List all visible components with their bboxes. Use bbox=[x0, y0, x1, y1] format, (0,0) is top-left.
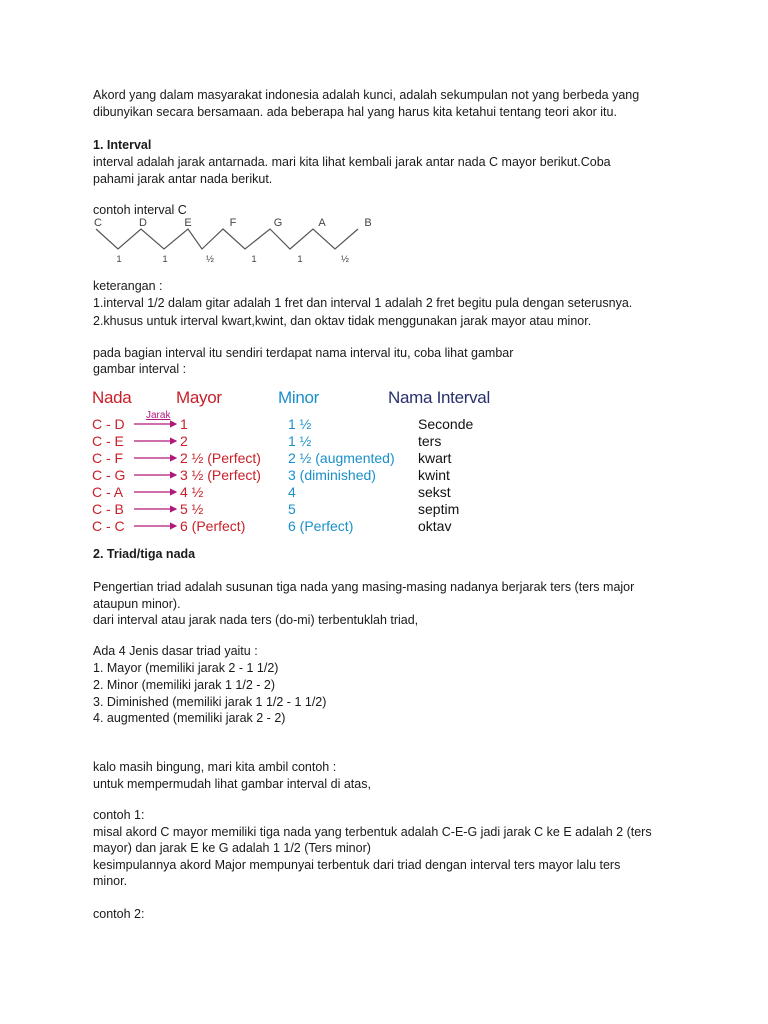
row-7-minor: 6 (Perfect) bbox=[288, 518, 354, 534]
row-4-minor: 3 (diminished) bbox=[288, 467, 376, 483]
triad-p1-line-3: dari interval atau jarak nada ters (do-mi) terbentuklah triad, bbox=[93, 613, 419, 627]
row-4-nada: C - G bbox=[92, 467, 126, 483]
contoh2-title: contoh 2: bbox=[93, 907, 145, 921]
keterangan-title: keterangan : bbox=[93, 279, 163, 293]
row-5-nada: C - A bbox=[92, 484, 124, 500]
header-minor: Minor bbox=[278, 388, 320, 407]
row-2-nama: ters bbox=[418, 433, 442, 449]
row-6-nama: septim bbox=[418, 501, 460, 517]
interval-diagram bbox=[90, 215, 380, 265]
header-nada: Nada bbox=[92, 388, 132, 407]
contoh-interval-label: contoh interval C bbox=[93, 203, 187, 217]
jenis-item-4: 4. augmented (memiliki jarak 2 - 2) bbox=[93, 711, 286, 725]
row-5-minor: 4 bbox=[288, 484, 296, 500]
intro-line-2: dibunyikan secara bersamaan. ada beberapa hal yang harus kita ketahui tentang teori akor itu. bbox=[93, 105, 617, 119]
keterangan-line-2: 2.khusus untuk irterval kwart,kwint, dan oktav tidak menggunakan jarak mayor atau minor. bbox=[93, 314, 592, 328]
contoh1-line-2: mayor) dan jarak E ke G adalah 1 1/2 (Ters minor) bbox=[93, 841, 371, 855]
contoh1-line-1: misal akord C mayor memiliki tiga nada yang terbentuk adalah C-E-G jadi jarak C ke E adalah 2 (ters bbox=[93, 825, 652, 839]
triad-p1-line-2: ataupun minor). bbox=[93, 597, 181, 611]
interval-heading: 1. Interval bbox=[93, 138, 152, 152]
note-c: C bbox=[94, 217, 102, 229]
row-7-nada: C - C bbox=[92, 518, 125, 534]
row-2-minor: 1 ½ bbox=[288, 433, 312, 449]
keterangan-line-1: 1.interval 1/2 dalam gitar adalah 1 fret dan interval 1 adalah 2 fret begitu pula dengan seterusnya. bbox=[93, 296, 633, 310]
contoh1-title: contoh 1: bbox=[93, 808, 145, 822]
row-1-nama: Seconde bbox=[418, 416, 474, 432]
step-4: 1 bbox=[251, 254, 257, 265]
row-4-nama: kwint bbox=[418, 467, 450, 483]
note-a: A bbox=[318, 217, 326, 229]
jenis-item-1: 1. Mayor (memiliki jarak 2 - 1 1/2) bbox=[93, 661, 279, 675]
step-1: 1 bbox=[116, 254, 122, 265]
jenis-item-3: 3. Diminished (memiliki jarak 1 1/2 - 1 1/2) bbox=[93, 695, 327, 709]
triad-p1-line-1: Pengertian triad adalah susunan tiga nada yang masing-masing nadanya berjarak ters (ters major bbox=[93, 580, 635, 594]
step-2: 1 bbox=[162, 254, 168, 265]
pada-bagian-line-2: gambar interval : bbox=[93, 362, 187, 376]
interval-zigzag bbox=[96, 229, 358, 249]
pada-bagian-line-1: pada bagian interval itu sendiri terdapat nama interval itu, coba lihat gambar bbox=[93, 346, 514, 360]
row-1-minor: 1 ½ bbox=[288, 416, 312, 432]
row-1-mayor: 1 bbox=[180, 416, 188, 432]
interval-line-1: interval adalah jarak antarnada. mari kita lihat kembali jarak antar nada C mayor berikut.Coba bbox=[93, 155, 611, 169]
contoh1-line-3: kesimpulannya akord Major mempunyai terbentuk dari triad dengan interval ters mayor lalu ters bbox=[93, 858, 621, 872]
row-3-nada: C - F bbox=[92, 450, 124, 466]
row-6-minor: 5 bbox=[288, 501, 296, 517]
contoh1-line-4: minor. bbox=[93, 874, 128, 888]
interval-table bbox=[90, 388, 490, 534]
note-f: F bbox=[229, 217, 237, 229]
row-7-mayor: 6 (Perfect) bbox=[180, 518, 246, 534]
note-d: D bbox=[139, 217, 147, 229]
row-6-nada: C - B bbox=[92, 501, 124, 517]
row-5-mayor: 4 ½ bbox=[180, 484, 204, 500]
jenis-item-2: 2. Minor (memiliki jarak 1 1/2 - 2) bbox=[93, 678, 275, 692]
row-6-mayor: 5 ½ bbox=[180, 501, 204, 517]
row-2-mayor: 2 bbox=[180, 433, 188, 449]
row-7-nama: oktav bbox=[418, 518, 452, 534]
note-e: E bbox=[184, 217, 192, 229]
row-3-mayor: 2 ½ (Perfect) bbox=[180, 450, 261, 466]
jarak-label: Jarak bbox=[146, 410, 171, 421]
row-2-nada: C - E bbox=[92, 433, 124, 449]
interval-line-2: pahami jarak antar nada berikut. bbox=[93, 172, 273, 186]
header-nama-interval: Nama Interval bbox=[388, 388, 490, 407]
row-4-mayor: 3 ½ (Perfect) bbox=[180, 467, 261, 483]
row-3-nama: kwart bbox=[418, 450, 452, 466]
kalo-line-1: kalo masih bingung, mari kita ambil contoh : bbox=[93, 760, 337, 774]
row-1-nada: C - D bbox=[92, 416, 125, 432]
jenis-title: Ada 4 Jenis dasar triad yaitu : bbox=[93, 644, 258, 658]
row-3-minor: 2 ½ (augmented) bbox=[288, 450, 395, 466]
note-g: G bbox=[273, 217, 283, 229]
step-6: ½ bbox=[341, 254, 349, 265]
triad-heading: 2. Triad/tiga nada bbox=[93, 547, 196, 561]
row-5-nama: sekst bbox=[418, 484, 451, 500]
intro-line-1: Akord yang dalam masyarakat indonesia adalah kunci, adalah sekumpulan not yang berbeda yang bbox=[93, 88, 640, 102]
header-mayor: Mayor bbox=[176, 388, 222, 407]
step-3: ½ bbox=[206, 254, 214, 265]
step-5: 1 bbox=[297, 254, 303, 265]
note-b: B bbox=[364, 217, 372, 229]
kalo-line-2: untuk mempermudah lihat gambar interval di atas, bbox=[93, 777, 371, 791]
